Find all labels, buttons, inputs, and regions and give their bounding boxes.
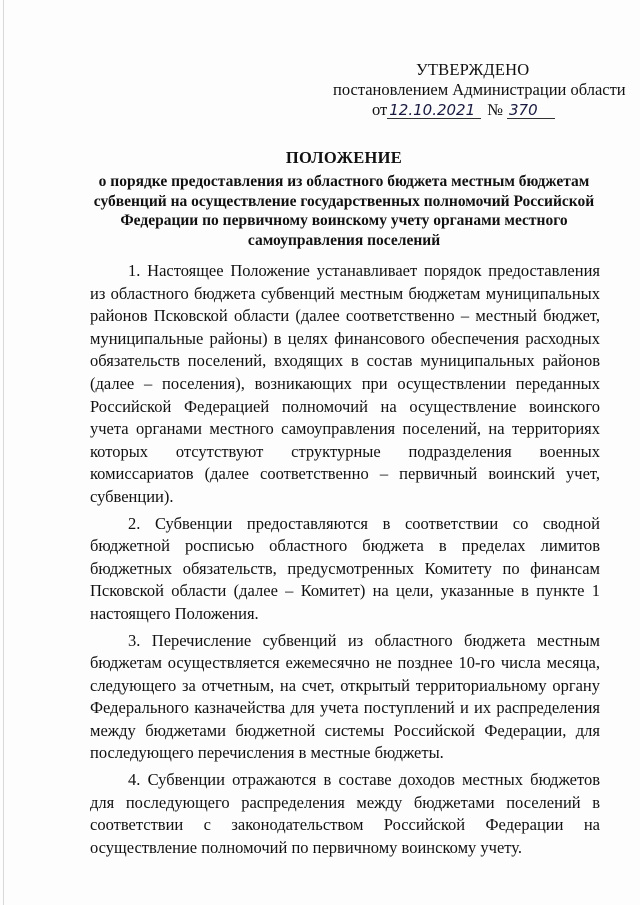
handwritten-number: 370 [507,102,555,119]
paragraph-4: 4. Субвенции отражаются в составе доходов местных бюджетов для последующего распределения между бюджетами поселений в соответствии с законодательством Российской Федерации на осуществление полномочий по первичному воинскому учету. [90,770,600,857]
handwritten-date: 12.10.2021 [387,102,481,119]
paragraph-2: 2. Субвенции предоставляются в соответствии со сводной бюджетной росписью областного бюджета в пределах лимитов бюджетных обязательств, предусмотренных Комитету по финансам Псковской области (далее – Комитет) на цели, указанные в пункте 1 настоящего Положения. [90,513,600,623]
paragraph-3: 3. Перечисление субвенций из областного бюджета местным бюджетам осуществляется ежемесячно не позднее 10-го числа месяца, следующего за отчетным, на счет, открытый территориальному органу Федерального казначейства для учета поступлений и их распределения между бюджетами бюджетной системы Российской Федерации, для последующего перечисления в местные бюджеты. [90,630,600,763]
document-body [90,260,600,859]
document-subtitle: о порядке предоставления из областного бюджета местным бюджетам субвенций на осуществление государственных полномочий Российской Федерации по первичному воинскому учету органами местного самоуправления поселений [93,173,595,249]
title-block [84,148,604,250]
paragraph-1: 1. Настоящее Положение устанавливает порядок предоставления из областного бюджета субвенций местным бюджетам муниципальных районов Псковской области (далее соответственно – местный бюджет, муниципальные районы) в целях финансового обеспечения расходных обязательств поселений, входящих в состав муниципальных районов (далее – поселения), возникающих при осуществлении переданных Российской Федерацией полномочий на осуществление воинского учета органами местного самоуправления поселений, на территориях которых отсутствуют структурные подразделения военных комиссариатов (далее соответственно – первичный воинский учет, субвенции). [90,261,600,506]
number-sign: № [487,100,503,119]
approved-by-text: постановлением Администрации области [333,80,626,99]
scan-edge [3,0,4,905]
approval-date-number-line [372,100,555,120]
document-title: ПОЛОЖЕНИЕ [285,148,403,167]
from-prefix: от [372,100,388,119]
approved-title: УТВЕРЖДЕНО [416,60,530,79]
